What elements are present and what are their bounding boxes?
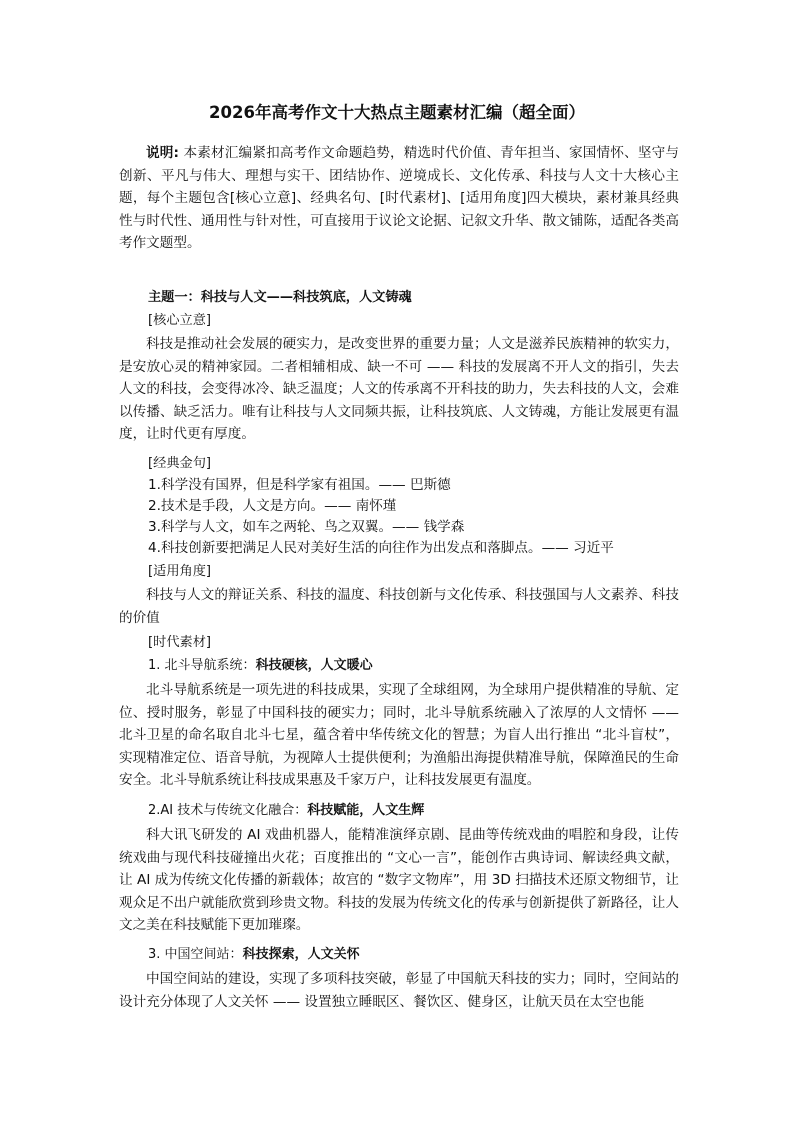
- material-1-text: 北斗导航系统是一项先进的科技成果，实现了全球组网，为全球用户提供精准的导航、定位、授时服务，彰显了中国科技的硬实力；同时，北斗导航系统融入了浓厚的人文情怀 —— 北斗卫星的命名取自北斗七星，蕴含着中华传统文化的智慧；为盲人出行推出 “北斗盲杖”，实现精准定位、语音导航，为视障人士提供便利；为渔船出海提供精准导航，保障渔民的生命安全。北斗导航系统让科技成果惠及千家万户，让科技发展更有温度。: [119, 682, 679, 788]
- intro-label: 说明:: [146, 145, 179, 161]
- material-1-heading: [148, 655, 373, 677]
- core-tag: [核心立意]: [148, 313, 212, 328]
- material-2-heading: [148, 800, 424, 822]
- material-3-heading: [148, 944, 360, 966]
- material-2-label: AI 技术与传统文化融合：: [160, 803, 308, 818]
- quote-4: 4.科技创新要把满足人民对美好生活的向往作为出发点和落脚点。—— 习近平: [148, 540, 614, 556]
- material-3-label: 中国空间站：: [164, 947, 243, 962]
- material-1-sub: 科技硬核，人文暖心: [255, 658, 373, 673]
- core-text: 科技是推动社会发展的硬实力，是改变世界的重要力量；人文是滋养民族精神的软实力，是安放心灵的精神家园。二者相辅相成、缺一不可 —— 科技的发展离不开人文的指引，失去人文的科技，会变得冰冷、缺乏温度；人文的传承离不开科技的助力，失去科技的人文，会难以传播、缺乏活力。唯有让科技与人文同频共振，让科技筑底、人文铸魂，方能让发展更有温度，让时代更有厚度。: [119, 336, 679, 442]
- material-2-sub: 科技赋能，人文生辉: [307, 803, 425, 818]
- material-3-text: 中国空间站的建设，实现了多项科技突破，彰显了中国航天科技的实力；同时，空间站的设计充分体现了人文关怀 —— 设置独立睡眠区、餐饮区、健身区，让航天员在太空也能: [119, 971, 679, 1010]
- material-1-num: 1.: [148, 658, 161, 673]
- material-3-sub: 科技探索，人文关怀: [242, 947, 360, 962]
- material-2-text: 科大讯飞研发的 AI 戏曲机器人，能精准演绎京剧、昆曲等传统戏曲的唱腔和身段，让传统戏曲与现代科技碰撞出火花；百度推出的 “文心一言”，能创作古典诗词、解读经典文献，让 AI 成为传统文化传播的新载体；故宫的 “数字文物库”，用 3D 扫描技术还原文物细节，让观众足不出户就能欣赏到珍贵文物。科技的发展为传统文化的传承与创新提供了新路径，让人文之美在科技赋能下更加璀璨。: [119, 827, 679, 933]
- intro-paragraph: [119, 142, 679, 255]
- quote-2: 2.技术是手段，人文是方向。—— 南怀瑾: [148, 498, 397, 514]
- quotes-tag: [经典金句]: [148, 456, 212, 471]
- material-3-num: 3.: [148, 947, 161, 962]
- material-1-label: 北斗导航系统：: [164, 658, 256, 673]
- intro-text: 本素材汇编紧扣高考作文命题趋势，精选时代价值、青年担当、家国情怀、坚守与创新、平凡与伟大、理想与实干、团结协作、逆境成长、文化传承、科技与人文十大核心主题，每个主题包含[核心立意]、经典名句、[时代素材]、[适用角度]四大模块，素材兼具经典性与时代性、通用性与针对性，可直接用于议论文论据、记叙文升华、散文铺陈，适配各类高考作文题型。: [119, 145, 679, 251]
- quote-3: 3.科学与人文，如车之两轮、鸟之双翼。—— 钱学森: [148, 519, 465, 535]
- angle-text: 科技与人文的辩证关系、科技的温度、科技创新与文化传承、科技强国与人文素养、科技的价值: [119, 587, 679, 626]
- quote-1: 1.科学没有国界，但是科学家有祖国。—— 巴斯德: [148, 477, 451, 493]
- angle-tag: [适用角度]: [148, 564, 212, 579]
- material-2-num: 2.: [148, 803, 161, 818]
- era-tag: [时代素材]: [148, 635, 212, 650]
- theme1-heading: 主题一：科技与人文——科技筑底，人文铸魂: [148, 290, 412, 305]
- page-title: 2026年高考作文十大热点主题素材汇编（超全面）: [209, 103, 585, 122]
